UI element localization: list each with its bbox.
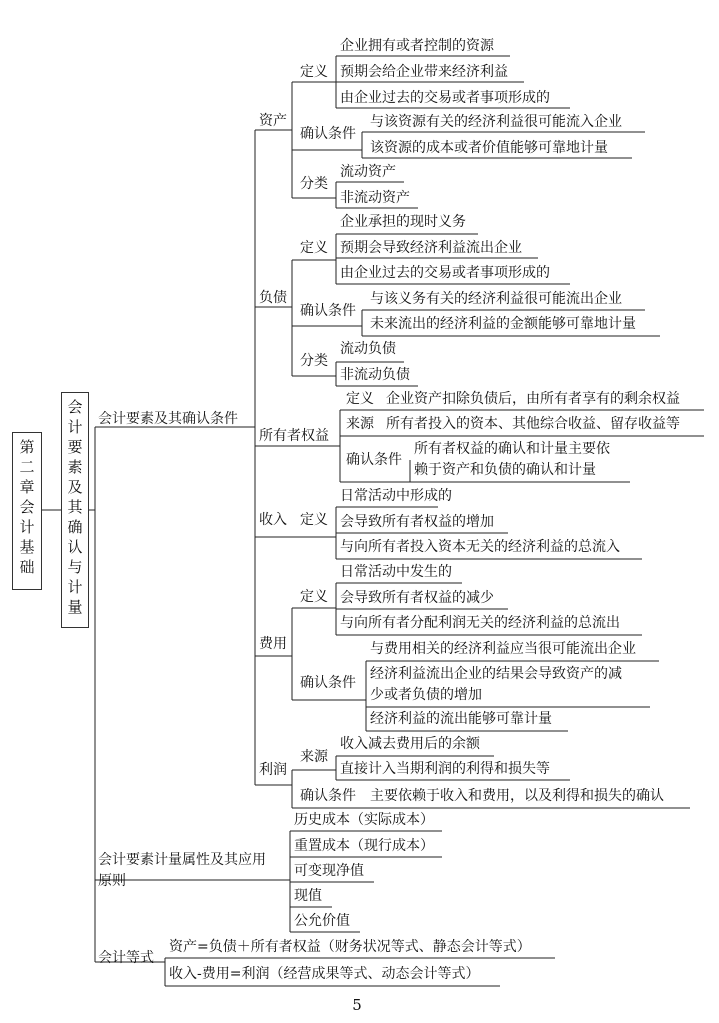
measurement-item-2: 重置成本（现行成本） [294,838,434,854]
equation-1: 资产=负债＋所有者权益（财务状况等式、静态会计等式） [169,939,531,955]
equity-source-label: 来源 [346,416,374,432]
expense-def-1: 日常活动中发生的 [340,564,452,580]
revenue-def-3: 与向所有者投入资本无关的经济利益的总流入 [340,539,620,555]
measurement-item-3: 可变现净值 [294,863,364,879]
revenue-def-1: 日常活动中形成的 [340,488,452,504]
liability-class-label: 分类 [300,353,328,369]
revenue-label: 收入 [259,512,287,528]
equation-2: 收入-费用=利润（经营成果等式、动态会计等式） [169,966,480,982]
branch-equation-label: 会计等式 [98,950,154,966]
chapter-box: 第二章会计基础 [12,432,42,590]
equity-cond-label: 确认条件 [346,452,402,468]
asset-cond-2: 该资源的成本或者价值能够可靠地计量 [370,140,608,156]
liability-def-3: 由企业过去的交易或者事项形成的 [340,265,550,281]
profit-label: 利润 [259,762,287,778]
asset-cond-label: 确认条件 [300,126,356,142]
liability-def-label: 定义 [300,240,328,256]
profit-cond-label: 确认条件 [300,788,356,804]
page-number: 5 [352,996,362,1014]
expense-cond-3: 经济利益的流出能够可靠计量 [370,711,552,727]
liability-class-2: 非流动负债 [340,367,410,383]
measurement-item-1: 历史成本（实际成本） [294,812,434,828]
expense-cond-label: 确认条件 [300,675,356,691]
expense-cond-2-line1: 经济利益流出企业的结果会导致资产的减 [370,666,622,682]
expense-def-2: 会导致所有者权益的减少 [340,590,494,606]
equity-source: 所有者投入的资本、其他综合收益、留存收益等 [386,416,680,432]
expense-def-3: 与向所有者分配利润无关的经济利益的总流出 [340,615,620,631]
liability-cond-1: 与该义务有关的经济利益很可能流出企业 [370,291,622,307]
equity-cond-line1: 所有者权益的确认和计量主要依 [414,441,610,457]
liability-class-1: 流动负债 [340,341,396,357]
equity-label: 所有者权益 [259,428,329,444]
asset-class-1: 流动资产 [340,164,396,180]
asset-def-3: 由企业过去的交易或者事项形成的 [340,90,550,106]
branch-measurement-label-line1: 会计要素计量属性及其应用 [98,852,266,868]
asset-label: 资产 [259,113,287,129]
asset-def-2: 预期会给企业带来经济利益 [340,64,508,80]
branch-measurement-label-line2: 原则 [98,873,126,889]
asset-cond-1: 与该资源有关的经济利益很可能流入企业 [370,114,622,130]
expense-def-label: 定义 [300,589,328,605]
measurement-item-5: 公允价值 [294,913,350,929]
liability-def-2: 预期会导致经济利益流出企业 [340,240,522,256]
liability-def-1: 企业承担的现时义务 [340,214,466,230]
revenue-def-2: 会导致所有者权益的增加 [340,514,494,530]
expense-cond-2-line2: 少或者负债的增加 [370,687,482,703]
profit-source-label: 来源 [300,749,328,765]
profit-source-2: 直接计入当期利润的利得和损失等 [340,761,550,777]
equity-def-label: 定义 [346,391,374,407]
liability-cond-label: 确认条件 [300,303,356,319]
equity-cond-line2: 赖于资产和负债的确认和计量 [414,462,596,478]
equity-def: 企业资产扣除负债后，由所有者享有的剩余权益 [386,391,680,407]
expense-cond-1: 与费用相关的经济利益应当很可能流出企业 [370,641,636,657]
profit-cond: 主要依赖于收入和费用，以及利得和损失的确认 [370,788,664,804]
asset-def-label: 定义 [300,64,328,80]
revenue-def-label: 定义 [300,512,328,528]
liability-cond-2: 未来流出的经济利益的金额能够可靠地计量 [370,316,636,332]
profit-source-1: 收入减去费用后的余额 [340,736,480,752]
liability-label: 负债 [259,290,287,306]
branch-elements-label: 会计要素及其确认条件 [98,411,238,427]
expense-label: 费用 [259,636,287,652]
asset-def-1: 企业拥有或者控制的资源 [340,38,494,54]
asset-class-label: 分类 [300,176,328,192]
measurement-item-4: 现值 [294,888,322,904]
section-box: 会计要素及其确认与计量 [61,392,89,628]
asset-class-2: 非流动资产 [340,190,410,206]
